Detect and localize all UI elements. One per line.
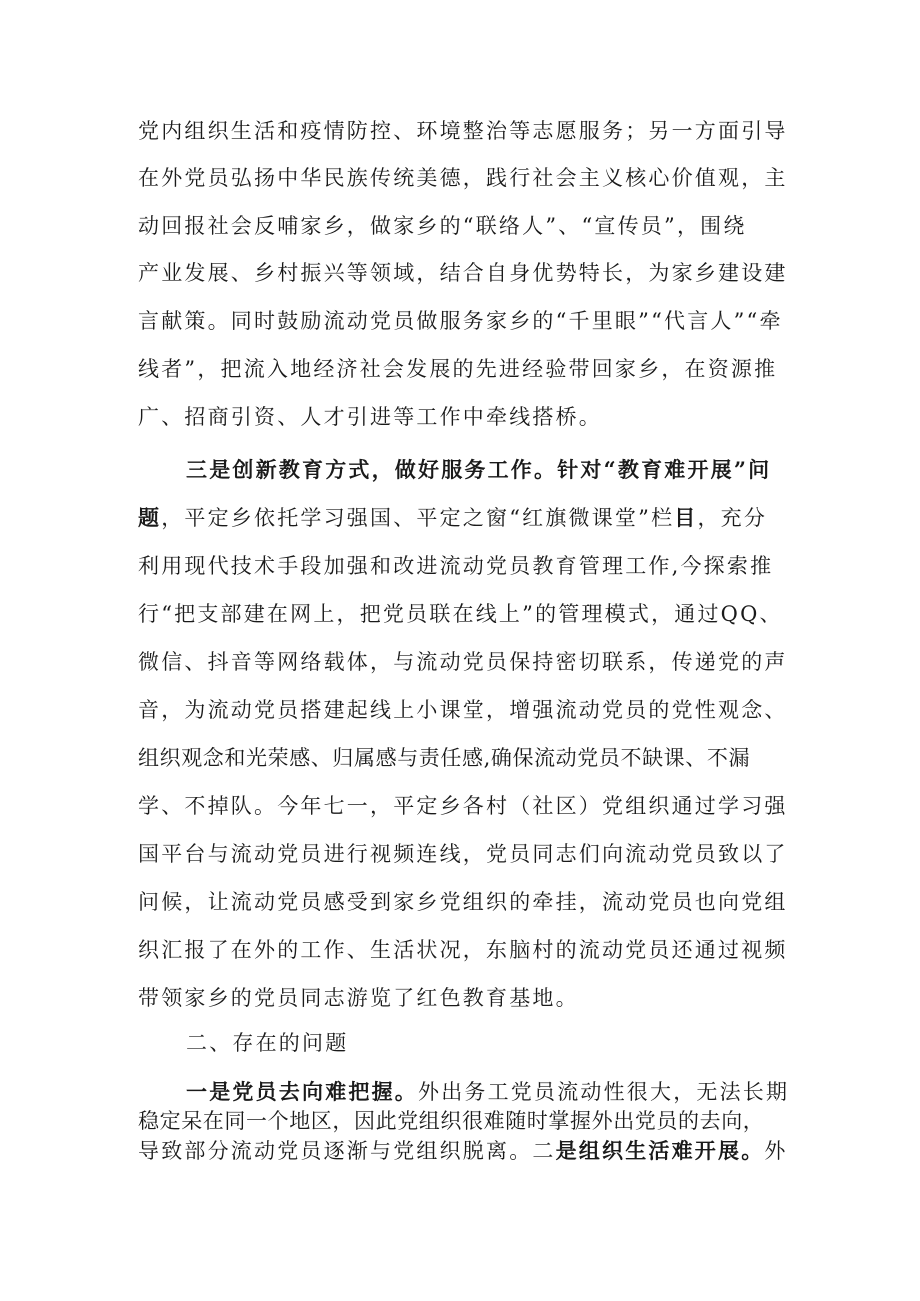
text-fragment: 导致部分流动党员逐渐与党组织脱离。二	[138, 1139, 556, 1163]
text-fragment: 外	[764, 1139, 788, 1163]
paragraph-line: 产业发展、乡村振兴等领域，结合自身优势特长，为家乡建设建	[138, 261, 788, 285]
paragraph-lead-line	[186, 455, 798, 485]
paragraph-line: 动回报社会反哺家乡，做家乡的“联络人”、“宣传员”，围绕	[138, 214, 747, 238]
section-heading: 二、存在的问题	[186, 1031, 349, 1055]
text-fragment: 外出务工党员流动性很大，无法长期	[418, 1080, 790, 1104]
text-fragment: ，平定乡依托学习强国、平定之窗“红旗微课堂”栏	[161, 506, 675, 530]
paragraph-line: 言献策。同时鼓励流动党员做服务家乡的“千里眼”“代言人”“牵	[138, 309, 783, 333]
paragraph-line	[186, 1077, 798, 1107]
bold-fragment: 是组织生活难开展。	[555, 1138, 765, 1163]
bold-fragment: 目	[674, 505, 698, 530]
bold-fragment: 一是党员去向难把握。	[186, 1079, 418, 1104]
paragraph-line: 利用现代技术手段加强和改进流动党员教育管理工作,今探索推	[138, 554, 774, 578]
paragraph-line: 线者”，把流入地经济社会发展的先进经验带回家乡，在资源推	[138, 357, 778, 381]
paragraph-line: 国平台与流动党员进行视频连线，党员同志们向流动党员致以了	[138, 842, 788, 866]
paragraph-line: 稳定呆在同一个地区，因此党组织很难随时掌握外出党员的去向，	[138, 1109, 765, 1133]
paragraph-lead-bold: 三是创新教育方式，做好服务工作。针对“教育难开展”问	[186, 457, 772, 482]
paragraph-line: 在外党员弘扬中华民族传统美德，践行社会主义核心价值观，主	[138, 166, 788, 190]
paragraph-line: 行“把支部建在网上，把党员联在线上”的管理模式，通过QQ、	[138, 602, 783, 626]
paragraph-line: 学、不掉队。今年七一，平定乡各村（社区）党组织通过学习强	[138, 794, 788, 818]
paragraph-line: 问候，让流动党员感受到家乡党组织的牵挂，流动党员也向党组	[138, 890, 788, 914]
paragraph-line: 织汇报了在外的工作、生活状况，东脑村的流动党员还通过视频	[138, 938, 788, 962]
paragraph-line	[138, 1136, 798, 1166]
paragraph-line: 广、招商引资、人才引进等工作中牵线搭桥。	[138, 405, 602, 429]
bold-fragment: 题	[138, 505, 162, 530]
paragraph-line: 组织观念和光荣感、归属感与责任感,确保流动党员不缺课、不漏	[138, 746, 751, 770]
paragraph-line: 带领家乡的党员同志游览了红色教育基地。	[138, 986, 579, 1010]
paragraph-line: 微信、抖音等网络载体，与流动党员保持密切联系，传递党的声	[138, 650, 788, 674]
text-fragment: ，充分	[697, 506, 768, 530]
paragraph-line	[138, 503, 798, 533]
paragraph-line: 党内组织生活和疫情防控、环境整治等志愿服务；另一方面引导	[138, 119, 788, 143]
paragraph-line: 音，为流动党员搭建起线上小课堂，增强流动党员的党性观念、	[138, 698, 788, 722]
